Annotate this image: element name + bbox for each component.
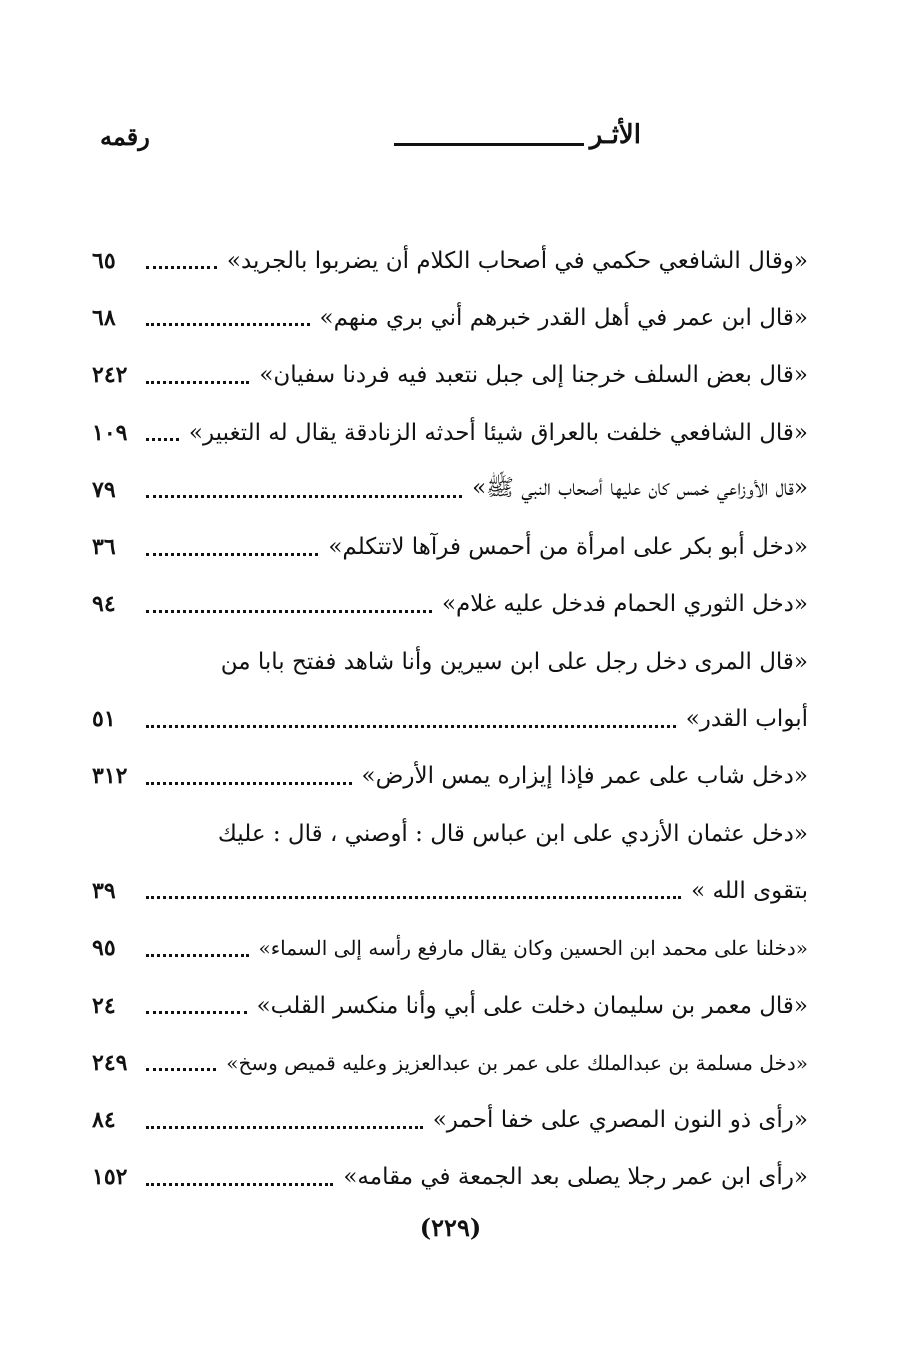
entry-text: «قال المرى دخل رجل على ابن سيرين وأنا شاهد ففتح بابا من xyxy=(220,648,808,675)
column-title-text: الأثـر xyxy=(589,120,641,150)
leader-dots xyxy=(146,1177,333,1186)
leader-dots xyxy=(146,375,249,384)
entry-number: ٧٩ xyxy=(92,476,116,503)
entry-text: «دخل أبو بكر على امرأة من أحمس فرآها لاتتكلم» xyxy=(328,534,808,561)
entry-number: ٣١٢ xyxy=(92,763,128,790)
index-entry-first-line xyxy=(92,805,808,862)
leader-dots xyxy=(146,489,462,498)
leader-dots xyxy=(146,719,676,728)
entry-number: ٥١ xyxy=(92,706,116,733)
entry-text: «دخل شاب على عمر فإذا إيزاره يمس الأرض» xyxy=(361,763,808,790)
leader-dots xyxy=(146,432,179,441)
page-number: (٢٢٩) xyxy=(419,1213,482,1242)
entry-number: ٢٤ xyxy=(92,992,116,1019)
entry-number: ٣٩ xyxy=(92,877,116,904)
index-entry xyxy=(92,576,808,633)
index-entry xyxy=(92,518,808,575)
leader-dots xyxy=(146,948,249,957)
index-entry xyxy=(92,1034,808,1091)
index-entry xyxy=(92,461,808,518)
index-entry xyxy=(92,289,808,346)
leader-dots xyxy=(146,547,318,556)
index-entry xyxy=(92,977,808,1034)
entry-number: ٦٥ xyxy=(92,247,116,274)
leader-dots xyxy=(146,890,681,899)
entry-number: ٦٨ xyxy=(92,304,116,331)
entry-text: «قال ابن عمر في أهل القدر خبرهم أني بري منهم» xyxy=(319,304,808,331)
entry-number: ٢٤٩ xyxy=(92,1049,128,1076)
entry-text: «وقال الشافعي حكمي في أصحاب الكلام أن يضربوا بالجريد» xyxy=(226,247,808,274)
entry-text: «قال الأوزاعي خمس كان عليها أصحاب النبي ﷺ» xyxy=(472,474,808,501)
entry-number: ٣٦ xyxy=(92,534,116,561)
leader-dots xyxy=(146,260,217,269)
column-title xyxy=(394,120,641,150)
index-entry xyxy=(92,232,808,289)
entry-text: بتقوى الله » xyxy=(691,877,808,904)
index-entry-first-line xyxy=(92,633,808,690)
leader-dots xyxy=(146,604,432,613)
leader-dots xyxy=(146,317,310,326)
entry-number: ٩٥ xyxy=(92,935,116,962)
entry-number: ١٠٩ xyxy=(92,419,128,446)
entry-number: ٩٤ xyxy=(92,591,116,618)
index-entry xyxy=(92,920,808,977)
column-number-label: رقمه xyxy=(100,122,150,151)
entry-text: «دخلنا على محمد ابن الحسين وكان يقال مارفع رأسه إلى السماء» xyxy=(258,936,808,961)
entry-number: ٢٤٢ xyxy=(92,362,128,389)
index-entry xyxy=(92,1149,808,1206)
entry-text: «دخل عثمان الأزدي على ابن عباس قال : أوصني ، قال : عليك xyxy=(217,820,808,847)
entry-text: «رأى ذو النون المصري على خفا أحمر» xyxy=(432,1107,808,1134)
entry-text: أبواب القدر» xyxy=(685,706,808,733)
entry-number: ٨٤ xyxy=(92,1107,116,1134)
index-entry xyxy=(92,404,808,461)
leader-dots xyxy=(146,776,352,785)
entry-text: «دخل مسلمة بن عبدالملك على عمر بن عبدالعزيز وعليه قميص وسخ» xyxy=(226,1050,808,1075)
entry-text: «قال الشافعي خلفت بالعراق شيئا أحدثه الزنادقة يقال له التغبير» xyxy=(188,419,808,446)
index-entry xyxy=(92,347,808,404)
leader-dots xyxy=(146,1005,247,1014)
entry-text: «قال بعض السلف خرجنا إلى جبل نتعبد فيه فردنا سفيان» xyxy=(259,362,808,389)
entry-text: «رأى ابن عمر رجلا يصلى بعد الجمعة في مقامه» xyxy=(343,1164,808,1191)
index-entry xyxy=(92,748,808,805)
index-entry-continuation xyxy=(92,862,808,919)
index-header xyxy=(90,120,811,170)
index-entries xyxy=(92,232,808,1206)
index-entry xyxy=(92,1091,808,1148)
entry-text: «دخل الثوري الحمام فدخل عليه غلام» xyxy=(441,591,808,618)
entry-text: «قال معمر بن سليمان دخلت على أبي وأنا منكسر القلب» xyxy=(256,992,808,1019)
entry-number: ١٥٢ xyxy=(92,1164,128,1191)
index-entry-continuation xyxy=(92,690,808,747)
title-underline xyxy=(394,143,584,146)
leader-dots xyxy=(146,1120,423,1129)
leader-dots xyxy=(146,1062,216,1071)
